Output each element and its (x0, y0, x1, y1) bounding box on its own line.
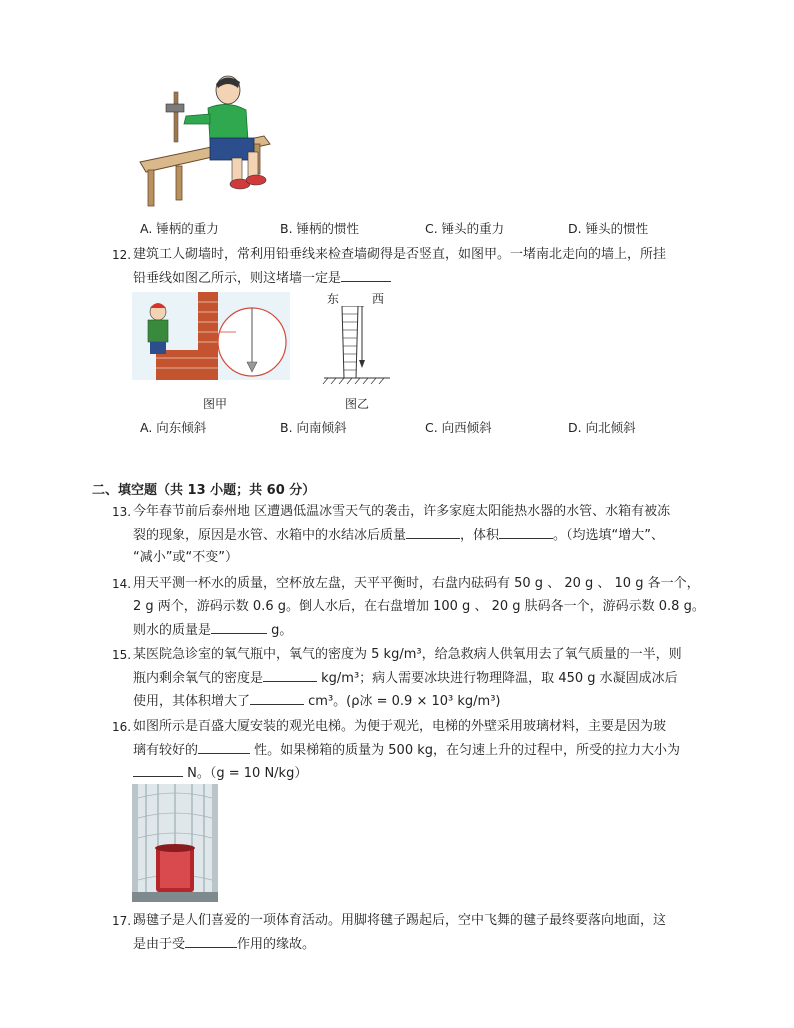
figure-jia-worker-wall (132, 292, 290, 380)
q13-line2-part2: ，体积 (460, 528, 500, 543)
q12-number: 12. (112, 248, 132, 262)
q13-line2-part3: 。（均选填“增大”、 (553, 528, 665, 543)
q11-option-c: C. 锤头的重力 (425, 221, 505, 236)
q13-line3: “减小”或“不变”） (133, 550, 238, 565)
figure-yi-east-label: 东 (327, 292, 340, 306)
q17-blank-force (185, 935, 237, 948)
q15-blank-volume (250, 692, 304, 705)
q13-blank-volume (499, 526, 553, 539)
q14-line2: 2 g 两个，游码示数 0.6 g。倒人水后，在右盘增加 100 g 、 20 g 肤码各一个，游码示数 0.8 g。 (133, 599, 705, 614)
q15-blank-density (263, 669, 317, 682)
q16-line1: 如图所示是百盛大厦安装的观光电梯。为便于观光，电梯的外壁采用玻璃材料，主要是因为玻 (133, 719, 667, 734)
q12-line2-text: 铅垂线如图乙所示，则这堵墙一定是 (133, 271, 342, 286)
hammer-man-illustration (136, 74, 276, 210)
figure-jia-caption: 图甲 (203, 397, 228, 411)
q14-blank-water-mass (211, 621, 267, 634)
q12-line1: 建筑工人砌墙时，常利用铅垂线来检查墙砌得是否竖直，如图甲。一堵南北走向的墙上，所挂 (133, 247, 667, 262)
q16-number: 16. (112, 720, 132, 734)
q17-line2-part2: 作用的缘故。 (237, 937, 316, 952)
q14-line3-part2: g。 (267, 623, 293, 638)
q17-line2-part1: 是由于受 (133, 937, 186, 952)
figure-yi-west-label: 西 (372, 292, 385, 306)
q11-option-d: D. 锤头的惯性 (568, 221, 649, 236)
q16-line3-part2: N。（g = 10 N/kg） (183, 766, 308, 781)
q11-option-a: A. 锤柄的重力 (140, 221, 219, 236)
q14-line1: 用天平测一杯水的质量，空杯放左盘，天平平衡时，右盘内砝码有 50 g 、 20 g 、 10 g 各一个， (133, 576, 700, 591)
q12-option-c: C. 向西倾斜 (425, 420, 492, 435)
q17-line1: 踢毽子是人们喜爱的一项体育活动。用脚将毽子踢起后，空中飞舞的毽子最终要落向地面，这 (133, 913, 667, 928)
q12-option-b: B. 向南倾斜 (280, 420, 347, 435)
q13-line2-part1: 裂的现象，原因是水管、水箱中的水结冰后质量 (133, 528, 407, 543)
figure-yi-caption: 图乙 (345, 397, 370, 411)
q16-blank-property (198, 741, 250, 754)
q14-number: 14. (112, 577, 132, 591)
section-fill-in-title: 二、填空题（共 13 小题；共 60 分） (92, 483, 316, 498)
q12-option-a: A. 向东倾斜 (140, 420, 207, 435)
q12-answer-blank (341, 269, 391, 282)
q12-line2 (133, 269, 391, 288)
q16-blank-force (133, 764, 183, 777)
q13-blank-mass (406, 526, 460, 539)
elevator-photo (132, 784, 218, 902)
q11-option-b: B. 锤柄的惯性 (280, 221, 360, 236)
q15-line2 (133, 669, 678, 688)
q16-line2-part1: 璃有较好的 (133, 743, 199, 758)
q15-line2-part2: kg/m³；病人需要冰块进行物理降温，取 450 g 水凝固成冰后 (317, 671, 678, 686)
q15-number: 15. (112, 648, 132, 662)
q16-line2 (133, 741, 680, 760)
q12-option-d: D. 向北倾斜 (568, 420, 636, 435)
q14-line3-part1: 则水的质量是 (133, 623, 212, 638)
q16-line3 (133, 764, 307, 783)
q14-line3 (133, 621, 292, 640)
q16-line2-part2: 性。如果梯箱的质量为 500 kg，在匀速上升的过程中，所受的拉力大小为 (250, 743, 681, 758)
q15-line1: 某医院急诊室的氧气瓶中，氧气的密度为 5 kg/m³，给急救病人供氧用去了氧气质量的一半，则 (133, 647, 682, 662)
q15-line3 (133, 692, 500, 711)
q13-line2 (133, 526, 664, 545)
q15-line3-part1: 使用，其体积增大了 (133, 694, 251, 709)
q13-line1: 今年春节前后泰州地 区遭遇低温冰雪天气的袭击，许多家庭太阳能热水器的水管、水箱有被冻 (133, 504, 671, 519)
q17-number: 17. (112, 914, 132, 928)
q15-line3-part2: cm³。(ρ冰 = 0.9 × 10³ kg/m³) (304, 694, 501, 709)
q15-line2-part1: 瓶内剩余氧气的密度是 (133, 671, 264, 686)
q17-line2 (133, 935, 315, 954)
figure-yi-plumb-wall (320, 306, 396, 388)
q13-number: 13. (112, 505, 132, 519)
